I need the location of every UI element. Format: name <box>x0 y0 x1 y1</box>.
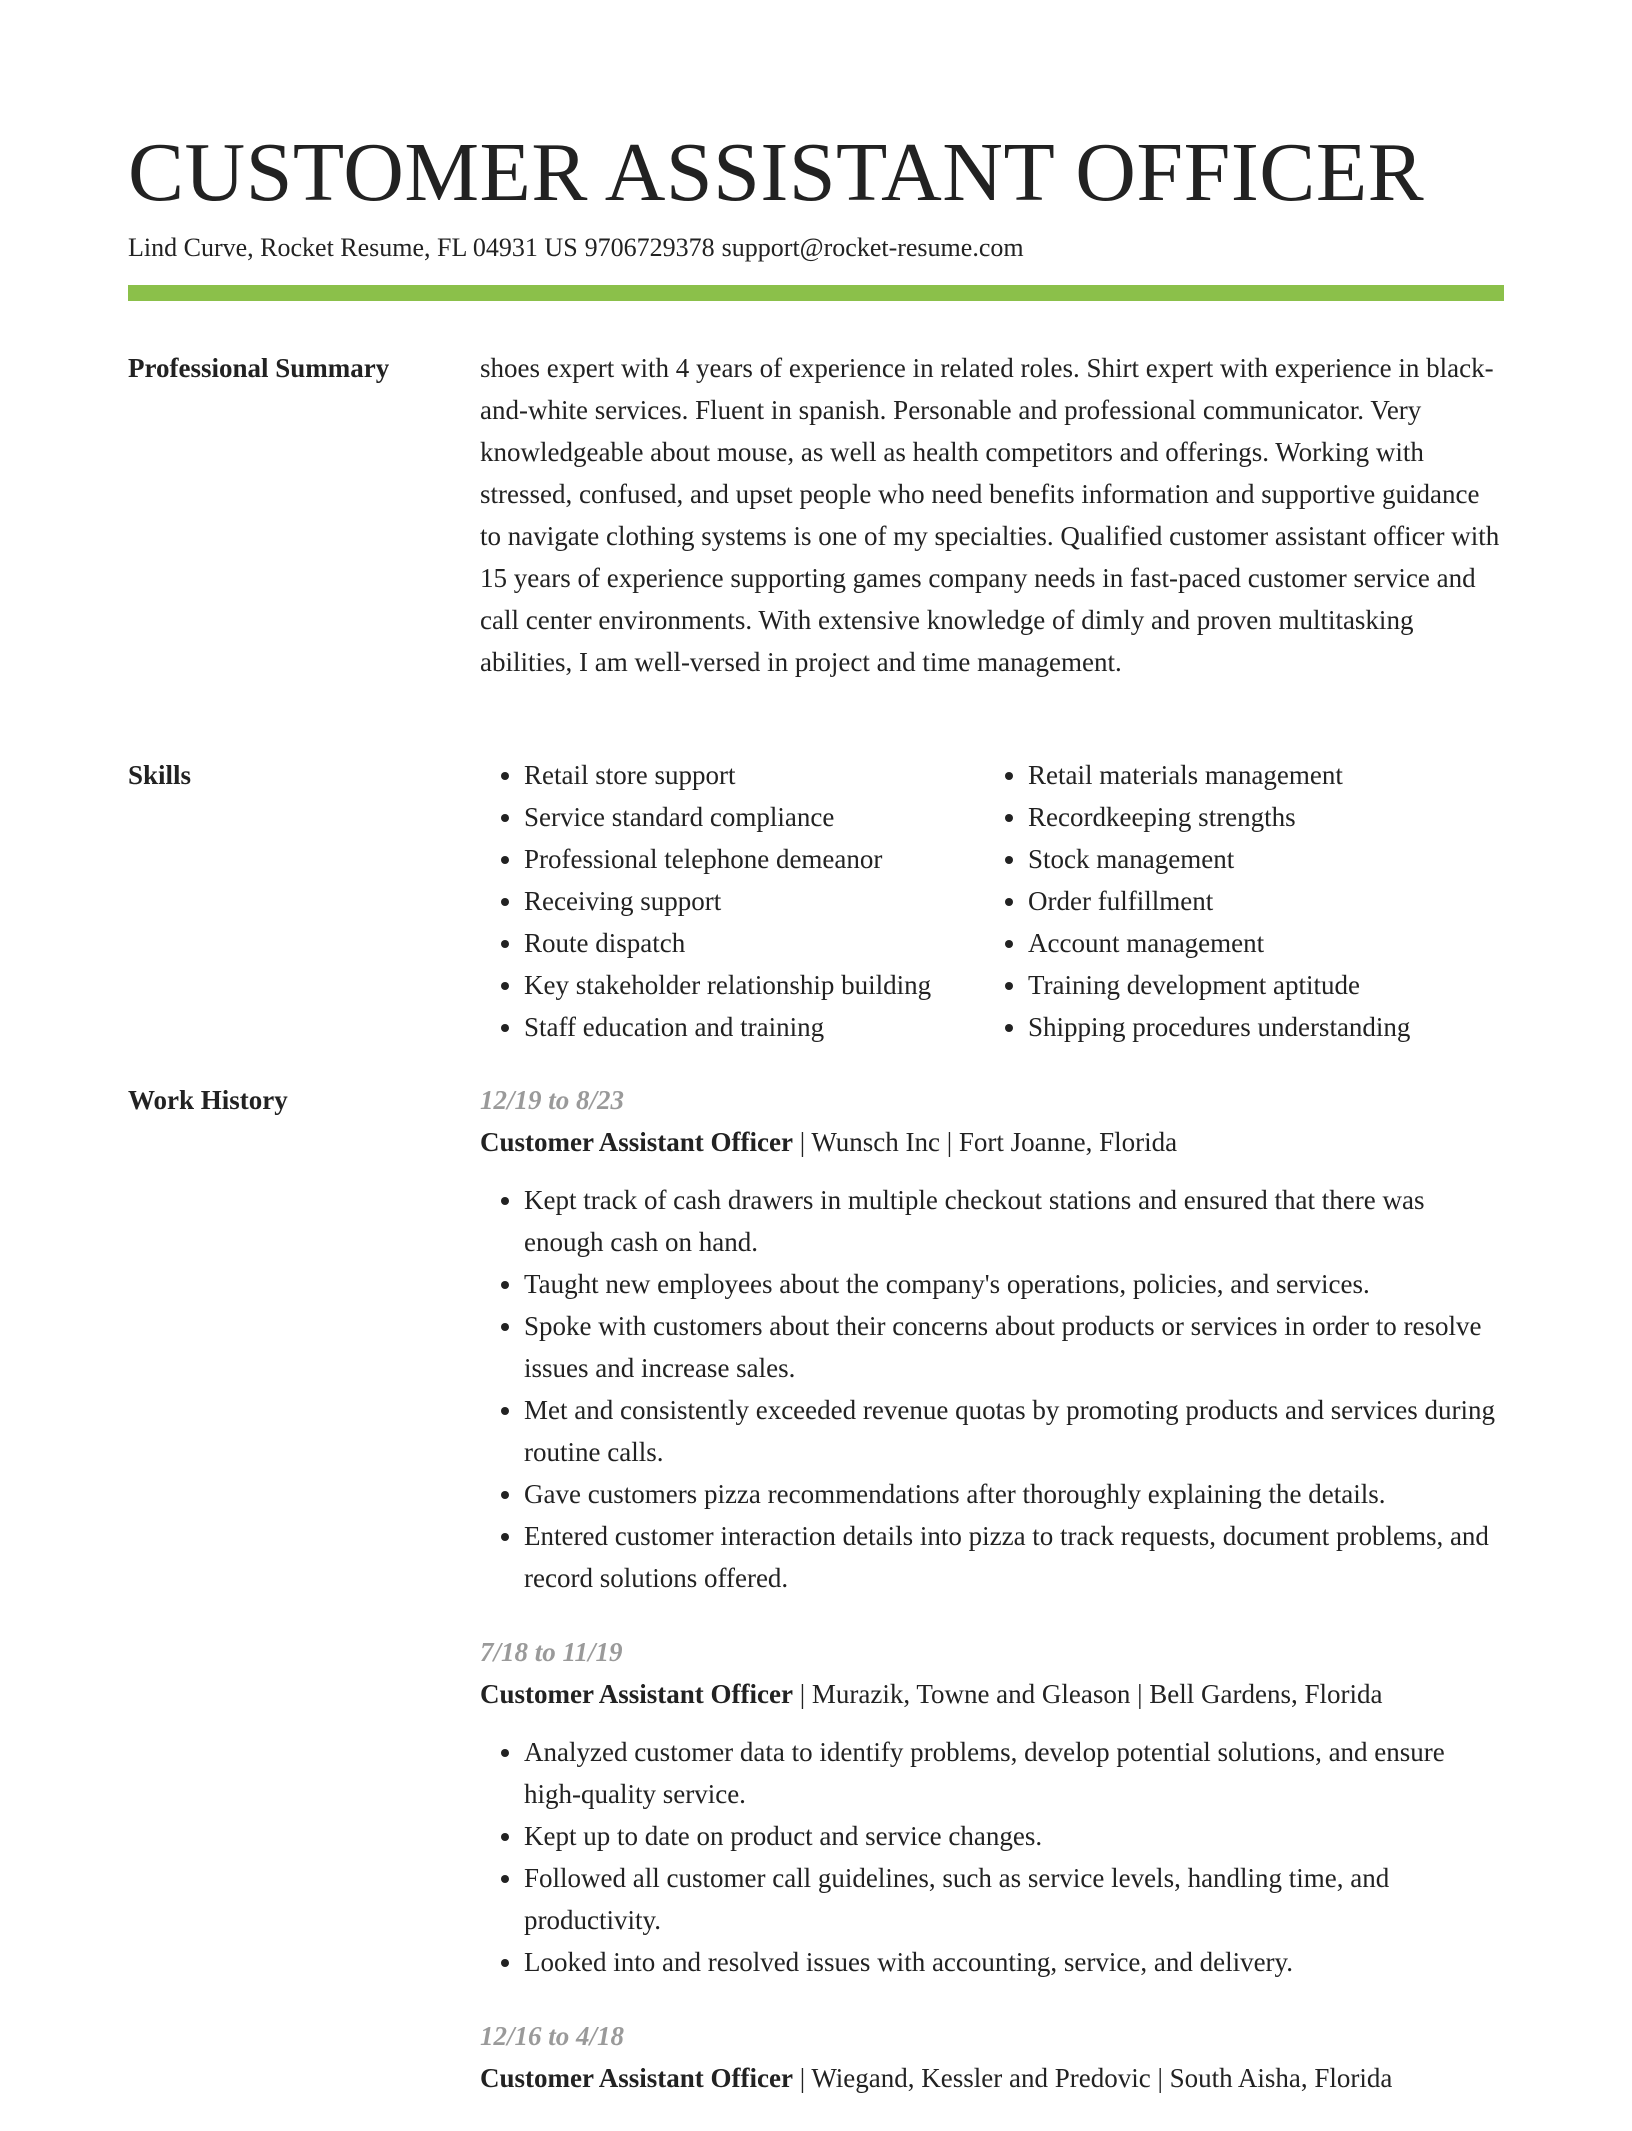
job-separator: | <box>799 1127 806 1157</box>
job-company: Wunsch Inc <box>811 1127 940 1157</box>
contact-line <box>128 230 1024 266</box>
skill-item: • Receiving support <box>524 880 984 922</box>
skill-item: • Professional telephone demeanor <box>524 838 984 880</box>
job-header <box>480 1121 1504 1163</box>
job-header <box>480 2057 1504 2099</box>
contact-phone: 9706729378 <box>584 233 715 262</box>
job-header <box>480 1673 1504 1715</box>
job-separator: | <box>1157 2063 1163 2093</box>
job-location: Fort Joanne, Florida <box>958 1127 1178 1157</box>
skill-item: • Stock management <box>1028 838 1488 880</box>
job-bullet: • Met and consistently exceeded revenue quotas by promoting products and services during routine calls. <box>524 1389 1504 1473</box>
skill-item: • Key stakeholder relationship building <box>524 964 984 1006</box>
job-bullet: • Gave customers pizza recommendations after thoroughly explaining the details. <box>524 1473 1504 1515</box>
work-history-body <box>480 1079 1504 2131</box>
job-location: South Aisha, Florida <box>1169 2063 1393 2093</box>
job-dates: 12/19 to 8/23 <box>480 1085 625 1115</box>
job-bullet: • Spoke with customers about their concerns about products or services in order to resolve issues and increase sales. <box>524 1305 1504 1389</box>
job-dates: 7/18 to 11/19 <box>480 1637 623 1667</box>
contact-email: support@rocket-resume.com <box>721 233 1024 262</box>
skills-section-title: Skills <box>128 760 192 790</box>
skill-item: • Retail store support <box>524 754 984 796</box>
job-bullet: • Followed all customer call guidelines, such as service levels, handling time, and productivity. <box>524 1857 1504 1941</box>
job-title: Customer Assistant Officer <box>480 1679 793 1709</box>
job-separator: | <box>799 1679 806 1709</box>
job-bullet-list <box>480 1731 1504 1983</box>
skills-section <box>128 754 1504 1054</box>
skill-item: • Recordkeeping strengths <box>1028 796 1488 838</box>
job-bullet: • Analyzed customer data to identify problems, develop potential solutions, and ensure high-quality service. <box>524 1731 1504 1815</box>
job-company: Murazik, Towne and Gleason <box>811 1679 1131 1709</box>
skill-item: • Service standard compliance <box>524 796 984 838</box>
job-bullet: • Entered customer interaction details into pizza to track requests, document problems, and record solutions offered. <box>524 1515 1504 1599</box>
skills-column-right <box>984 754 1488 1048</box>
job-location: Bell Gardens, Florida <box>1149 1679 1383 1709</box>
summary-section-title: Professional Summary <box>128 353 390 383</box>
contact-address: Lind Curve, Rocket Resume, FL 04931 US <box>128 233 578 262</box>
job-bullet: • Taught new employees about the company's operations, policies, and services. <box>524 1263 1504 1305</box>
summary-section <box>128 347 1504 727</box>
job-separator: | <box>946 1127 953 1157</box>
job-bullet: • Kept up to date on product and service changes. <box>524 1815 1504 1857</box>
job-company: Wiegand, Kessler and Predovic <box>811 2063 1151 2093</box>
job-entry <box>480 2015 1504 2099</box>
header-accent-rule <box>128 285 1504 301</box>
skills-column-left <box>480 754 984 1048</box>
skill-item: • Training development aptitude <box>1028 964 1488 1006</box>
resume-name-heading: CUSTOMER ASSISTANT OFFICER <box>128 126 1425 219</box>
skill-item: • Retail materials management <box>1028 754 1488 796</box>
job-bullet: • Kept track of cash drawers in multiple checkout stations and ensured that there was enough cash on hand. <box>524 1179 1504 1263</box>
skill-item: • Route dispatch <box>524 922 984 964</box>
job-entry <box>480 1631 1504 1983</box>
job-dates: 12/16 to 4/18 <box>480 2021 625 2051</box>
work-history-section-title: Work History <box>128 1085 288 1115</box>
job-separator: | <box>1137 1679 1143 1709</box>
job-title: Customer Assistant Officer <box>480 1127 793 1157</box>
skills-body <box>480 754 1504 1048</box>
skill-item: • Account management <box>1028 922 1488 964</box>
job-title: Customer Assistant Officer <box>480 2063 793 2093</box>
job-separator: | <box>799 2063 806 2093</box>
skill-item: • Shipping procedures understanding <box>1028 1006 1488 1048</box>
job-entry <box>480 1079 1504 1599</box>
summary-body <box>480 347 1504 683</box>
summary-text: shoes expert with 4 years of experience in related roles. Shirt expert with experience in black-and-white services. Fluent in spanish. Personable and professional communicator. Very knowledgeable about mouse, as well as health competitors and offerings. Working with stressed, confused, and upset people who need benefits information and supportive guidance to navigate clothing systems is one of my specialties. Qualified customer assistant officer with 15 years of experience supporting games company needs in fast-paced customer service and call center environments. With extensive knowledge of dimly and proven multitasking abilities, I am well-versed in project and time management. <box>480 353 1500 677</box>
skill-item: • Staff education and training <box>524 1006 984 1048</box>
job-bullet: • Looked into and resolved issues with accounting, service, and delivery. <box>524 1941 1504 1983</box>
skill-item: • Order fulfillment <box>1028 880 1488 922</box>
job-bullet-list <box>480 1179 1504 1599</box>
